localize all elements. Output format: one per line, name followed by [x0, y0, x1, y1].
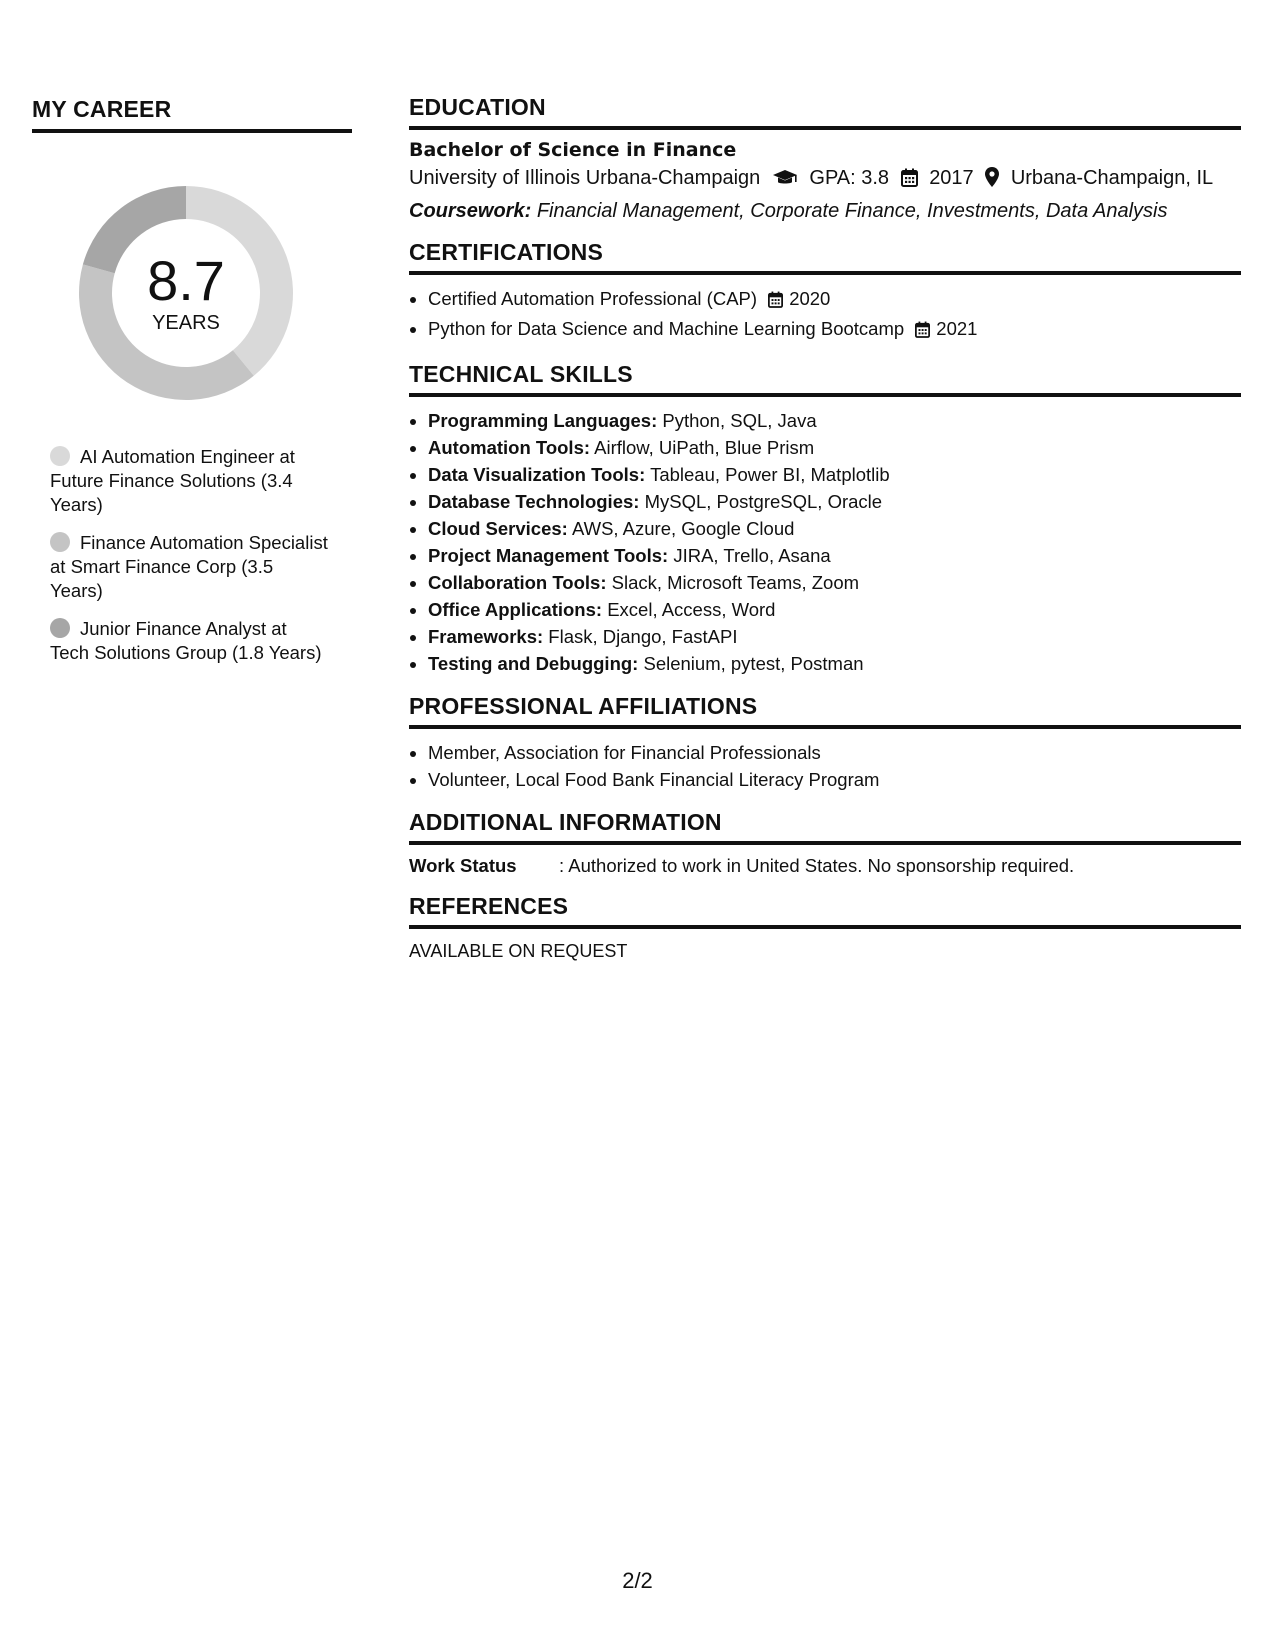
legend-item — [50, 445, 330, 517]
skill-value: MySQL, PostgreSQL, Oracle — [644, 491, 883, 512]
career-title: MY CAREER — [32, 96, 352, 133]
skill-value: Slack, Microsoft Teams, Zoom — [611, 572, 860, 593]
affiliations-section — [409, 693, 1241, 793]
main-column — [409, 94, 1241, 978]
career-column — [32, 96, 352, 679]
legend-label: Finance Automation Specialist at Smart Finance Corp (3.5 Years) — [50, 532, 328, 601]
affiliations-list — [409, 739, 1241, 793]
skill-label: Programming Languages: — [428, 410, 658, 431]
graduation-cap-icon — [772, 169, 798, 193]
list-item: • Volunteer, Local Food Bank Financial Literacy Program — [428, 766, 1241, 793]
list-item — [428, 650, 1241, 677]
skill-value: Selenium, pytest, Postman — [643, 653, 864, 674]
section-title-affiliations: PROFESSIONAL AFFILIATIONS — [409, 693, 1241, 729]
list-item — [428, 407, 1241, 434]
section-title-certifications: CERTIFICATIONS — [409, 239, 1241, 275]
skill-label: Project Management Tools: — [428, 545, 669, 566]
work-status-value: : Authorized to work in United States. No sponsorship required. — [559, 855, 1075, 876]
certifications-section — [409, 239, 1241, 345]
calendar-icon — [901, 168, 918, 193]
legend-dot-icon — [50, 618, 70, 638]
degree-title: Bachelor of Science in Finance — [409, 139, 737, 161]
legend-dot-icon — [50, 532, 70, 552]
skill-value: JIRA, Trello, Asana — [673, 545, 831, 566]
skill-value: Python, SQL, Java — [662, 410, 817, 431]
section-title-education: EDUCATION — [409, 94, 1241, 130]
skill-value: Flask, Django, FastAPI — [548, 626, 738, 647]
list-item — [428, 461, 1241, 488]
list-item — [428, 434, 1241, 461]
coursework-line — [409, 200, 1241, 223]
legend-item — [50, 617, 330, 665]
list-item — [428, 542, 1241, 569]
list-item — [428, 285, 1241, 315]
list-item — [428, 569, 1241, 596]
legend-label: AI Automation Engineer at Future Finance Solutions (3.4 Years) — [50, 446, 295, 515]
skill-label: Office Applications: — [428, 599, 603, 620]
page-number: 2/2 — [622, 1568, 653, 1593]
skill-label: Testing and Debugging: — [428, 653, 639, 674]
certification-name: Certified Automation Professional (CAP) — [428, 288, 758, 309]
legend-dot-icon — [50, 446, 70, 466]
skills-list — [409, 407, 1241, 677]
list-item: • Member, Association for Financial Professionals — [428, 739, 1241, 766]
coursework-list: Financial Management, Corporate Finance, Investments, Data Analysis — [536, 200, 1168, 222]
list-item — [428, 515, 1241, 542]
skill-label: Collaboration Tools: — [428, 572, 607, 593]
references-text: AVAILABLE ON REQUEST — [409, 941, 628, 961]
skill-label: Frameworks: — [428, 626, 544, 647]
calendar-icon — [915, 318, 930, 345]
graduation-year: 2017 — [929, 167, 974, 189]
work-status-label: Work Status — [409, 855, 517, 876]
list-item — [428, 488, 1241, 515]
skill-label: Automation Tools: — [428, 437, 591, 458]
additional-info-section — [409, 809, 1241, 877]
career-legend — [50, 445, 352, 665]
calendar-icon — [768, 288, 783, 315]
skill-label: Cloud Services: — [428, 518, 568, 539]
total-years-unit: YEARS — [152, 311, 220, 334]
school-location: Urbana-Champaign, IL — [1010, 167, 1214, 189]
skill-value: Airflow, UiPath, Blue Prism — [594, 437, 815, 458]
certification-year: 2020 — [789, 288, 831, 309]
legend-label: Junior Finance Analyst at Tech Solutions Group (1.8 Years) — [50, 618, 322, 663]
skill-label: Data Visualization Tools: — [428, 464, 646, 485]
career-donut-chart — [68, 175, 304, 411]
skill-label: Database Technologies: — [428, 491, 640, 512]
list-item — [428, 596, 1241, 623]
skill-value: AWS, Azure, Google Cloud — [571, 518, 795, 539]
certification-year: 2021 — [936, 318, 978, 339]
skill-value: Excel, Access, Word — [607, 599, 776, 620]
location-pin-icon — [985, 167, 999, 193]
section-title-skills: TECHNICAL SKILLS — [409, 361, 1241, 397]
education-details — [409, 167, 1241, 193]
certifications-list — [409, 285, 1241, 345]
certification-name: Python for Data Science and Machine Learning Bootcamp — [428, 318, 905, 339]
section-title-references: REFERENCES — [409, 893, 1241, 929]
skills-section — [409, 361, 1241, 677]
section-title-additional: ADDITIONAL INFORMATION — [409, 809, 1241, 845]
skill-value: Tableau, Power BI, Matplotlib — [650, 464, 890, 485]
education-section — [409, 94, 1241, 223]
work-status-row — [409, 855, 1241, 877]
gpa-value: GPA: 3.8 — [809, 167, 890, 189]
list-item — [428, 315, 1241, 345]
total-years-value: 8.7 — [147, 248, 225, 312]
donut-center — [68, 175, 304, 411]
list-item — [428, 623, 1241, 650]
references-section — [409, 893, 1241, 962]
coursework-label: Coursework: — [409, 200, 532, 222]
legend-item — [50, 531, 330, 603]
school-name: University of Illinois Urbana-Champaign — [409, 167, 761, 189]
